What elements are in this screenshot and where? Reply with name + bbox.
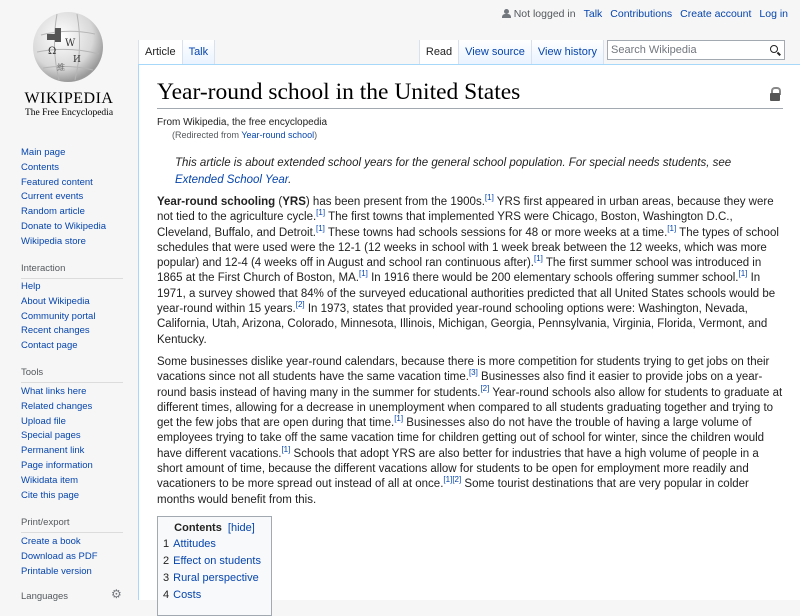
text: ) has been present from the 1900s.	[305, 196, 485, 208]
toc-link[interactable]: Effect on students	[173, 555, 261, 567]
paragraph-2	[157, 355, 785, 508]
citation-link[interactable]: [2]	[480, 383, 490, 393]
toc-item[interactable]	[163, 589, 271, 602]
text: The first towns that implemented YRS were Chicago, Boston, Washington D.C., Cleveland, Buffalo, and Detroit.	[157, 211, 733, 239]
sidebar-item-recent-changes[interactable]: Recent changes	[21, 325, 90, 337]
toc-title: Contents	[174, 522, 222, 534]
sidebar-heading-tools: Tools	[21, 367, 123, 383]
toc-link[interactable]: Attitudes	[173, 538, 216, 550]
citation-link[interactable]: [1]	[533, 254, 543, 264]
sidebar-item-cite-this-page[interactable]: Cite this page	[21, 489, 80, 501]
hatnote-text: This article is about extended school years for the general school population. For special needs students, see	[175, 157, 732, 169]
toc-link[interactable]: Rural perspective	[173, 572, 259, 584]
sidebar-item-create-book[interactable]: Create a book	[21, 536, 81, 547]
text: Businesses also do not have the trouble of having a large volume of employees trying to take off the same vacation time for children getting out of school for winter, since the children would have different vacations.	[157, 417, 765, 460]
sidebar-heading-languages: Languages	[21, 591, 69, 602]
view-tabs	[419, 40, 604, 64]
sidebar-item-about[interactable]: About Wikipedia	[21, 295, 90, 307]
search-icon[interactable]	[770, 45, 778, 53]
sidebar-navigation	[21, 146, 106, 250]
svg-text:Ω: Ω	[48, 46, 57, 57]
citation-link[interactable]: [2]	[295, 300, 305, 310]
citation-link[interactable]: [1]	[281, 444, 291, 454]
wikipedia-wordmark: WIKIPEDIA	[24, 90, 114, 107]
sidebar-item-main-page[interactable]: Main page	[21, 147, 66, 158]
tab-talk[interactable]: Talk	[183, 40, 216, 64]
svg-text:И: И	[73, 55, 81, 65]
text: Businesses also find it easier to provide jobs on a year-round basis instead of having many in the summer for students.	[157, 371, 763, 399]
sidebar-interaction	[21, 280, 95, 354]
sidebar-item-contact[interactable]: Contact page	[21, 340, 78, 352]
sidebar-item-page-information[interactable]: Page information	[21, 459, 93, 471]
tab-view-source[interactable]: View source	[459, 40, 532, 64]
toc-hide-link[interactable]: [hide]	[227, 522, 255, 534]
sidebar-item-community-portal[interactable]: Community portal	[21, 310, 96, 322]
svg-text:維: 維	[57, 63, 65, 72]
text: In 1971, a survey showed that 84% of the surveyed educational authorities predicted that all United States schools would be year-round within 15 years.	[157, 272, 776, 316]
sidebar-item-download-pdf[interactable]: Download as PDF	[21, 550, 98, 562]
redirect-link[interactable]: Year-round school	[241, 130, 315, 140]
site-subtitle: From Wikipedia, the free encyclopedia	[157, 117, 328, 128]
citation-link[interactable]: [1]	[359, 269, 368, 279]
text: In 1916 there would be 200 elementary schools offering summer school.	[367, 272, 739, 285]
toc-number: 4	[163, 589, 170, 601]
article-content	[138, 64, 800, 600]
toc-item[interactable]	[163, 538, 271, 551]
toc-item[interactable]	[163, 572, 271, 585]
sidebar-item-permanent-link[interactable]: Permanent link	[21, 445, 85, 457]
text: Year-round schools also allow for students to graduate at different times, allowing for a decrease in unemployment when compared to all students graduating together and trying to get the few jobs that are open during that time.	[157, 386, 783, 430]
citation-link[interactable]: [3]	[468, 368, 478, 378]
svg-text:W: W	[65, 38, 76, 49]
lock-icon[interactable]	[770, 87, 780, 100]
sidebar-item-special-pages[interactable]: Special pages	[21, 430, 81, 442]
citation-link[interactable]: [1]	[738, 269, 748, 279]
citation-link[interactable]: [2]	[452, 475, 462, 485]
citation-link[interactable]: [1]	[443, 475, 453, 485]
not-logged-in-status	[502, 8, 576, 20]
table-of-contents	[157, 516, 272, 616]
search-input[interactable]	[607, 40, 785, 60]
sidebar-item-help[interactable]: Help	[21, 281, 41, 292]
hatnote	[175, 155, 765, 189]
personal-tools	[502, 8, 788, 20]
text: These towns had schools sessions for 48 or more weeks at a time.	[324, 226, 668, 239]
gear-icon[interactable]: ⚙	[111, 587, 122, 601]
text: Some tourist destinations that are very popular in colder months would benefit from this.	[157, 478, 749, 506]
sidebar-item-related-changes[interactable]: Related changes	[21, 400, 93, 412]
text: Schools that adopt YRS are also better for industries that have a high volume of people in a short amount of time, because the different vacations allow for students to be open for employment more readily and vacationers to be more spread out instead of all at once.	[157, 447, 759, 491]
toc-number: 2	[163, 555, 170, 567]
sidebar-item-printable-version[interactable]: Printable version	[21, 565, 92, 577]
create-account-link[interactable]: Create account	[680, 8, 752, 20]
wikipedia-tagline: The Free Encyclopedia	[24, 108, 114, 118]
redirect-suffix: )	[314, 130, 318, 140]
sidebar-item-wikidata-item[interactable]: Wikidata item	[21, 474, 79, 486]
sidebar-item-random-article[interactable]: Random article	[21, 206, 85, 218]
text: The types of school schedules that were used were the 12-1 (12 weeks in school with 1 week break between the 12 weeks, which was more popular) and 12-4 (4 weeks off in August and school ran continuous after).	[157, 226, 779, 270]
search-placeholder: Search Wikipedia	[611, 44, 697, 56]
contributions-link[interactable]: Contributions	[610, 8, 673, 20]
not-logged-in-label: Not logged in	[513, 8, 576, 20]
sidebar-heading-interaction: Interaction	[21, 263, 123, 279]
puzzle-globe-icon	[31, 10, 105, 84]
bold-term: Year-round schooling	[157, 196, 276, 208]
hatnote-link[interactable]: Extended School Year	[175, 174, 289, 186]
redirect-prefix: (Redirected from	[172, 130, 242, 140]
sidebar-item-contents[interactable]: Contents	[21, 161, 60, 173]
sidebar-item-current-events[interactable]: Current events	[21, 191, 84, 203]
text: (	[275, 196, 283, 208]
citation-link[interactable]: [1]	[315, 223, 325, 233]
sidebar-item-what-links-here[interactable]: What links here	[21, 386, 87, 397]
citation-link[interactable]: [1]	[484, 193, 494, 203]
paragraph-1	[157, 195, 785, 348]
redirect-notice	[172, 130, 317, 140]
wikipedia-logo[interactable]	[0, 0, 138, 128]
sidebar-tools	[21, 385, 93, 503]
toc-number: 1	[163, 538, 170, 550]
toc-item[interactable]	[163, 555, 271, 568]
citation-link[interactable]: [1]	[667, 223, 677, 233]
user-icon	[502, 9, 511, 19]
toc-header	[158, 522, 271, 534]
page-title: Year-round school in the United States	[157, 79, 783, 109]
sidebar-item-featured-content[interactable]: Featured content	[21, 176, 93, 188]
text: In 1973, states that provided year-round schooling options were: Washington, Nevada, California, Utah, Arizona, Colorado, Minnesota, Illinois, Michigan, Georgia, Pennsylvania, Virginia, Florida, Vermont, and Kentucky.	[157, 303, 768, 346]
text: YRS first appeared in urban areas, because they were not tied to the agriculture cycle.	[157, 196, 774, 224]
talk-link[interactable]: Talk	[583, 8, 603, 20]
citation-link[interactable]: [1]	[394, 414, 404, 424]
tab-article[interactable]: Article	[138, 40, 183, 64]
sidebar-item-upload-file[interactable]: Upload file	[21, 415, 66, 427]
hatnote-end: .	[288, 174, 292, 186]
namespace-tabs	[138, 40, 215, 64]
text: Some businesses dislike year-round calendars, because there is more competition for students trying to get jobs on their vacations since not all students have the same vacation time.	[157, 356, 770, 384]
toc-link[interactable]: Costs	[173, 589, 202, 601]
toc-number: 3	[163, 572, 170, 584]
bold-abbr: YRS	[282, 196, 306, 208]
sidebar-print-export	[21, 535, 98, 579]
sidebar-item-donate[interactable]: Donate to Wikipedia	[21, 220, 107, 232]
citation-link[interactable]: [1]	[316, 208, 326, 218]
sidebar-heading-print-export: Print/export	[21, 517, 123, 533]
tab-read[interactable]: Read	[419, 40, 459, 64]
log-in-link[interactable]: Log in	[759, 8, 788, 20]
tab-view-history[interactable]: View history	[532, 40, 604, 64]
sidebar-item-store[interactable]: Wikipedia store	[21, 235, 86, 247]
text: The first summer school was introduced in 1865 at the First Church of Boston, MA.	[157, 257, 762, 285]
